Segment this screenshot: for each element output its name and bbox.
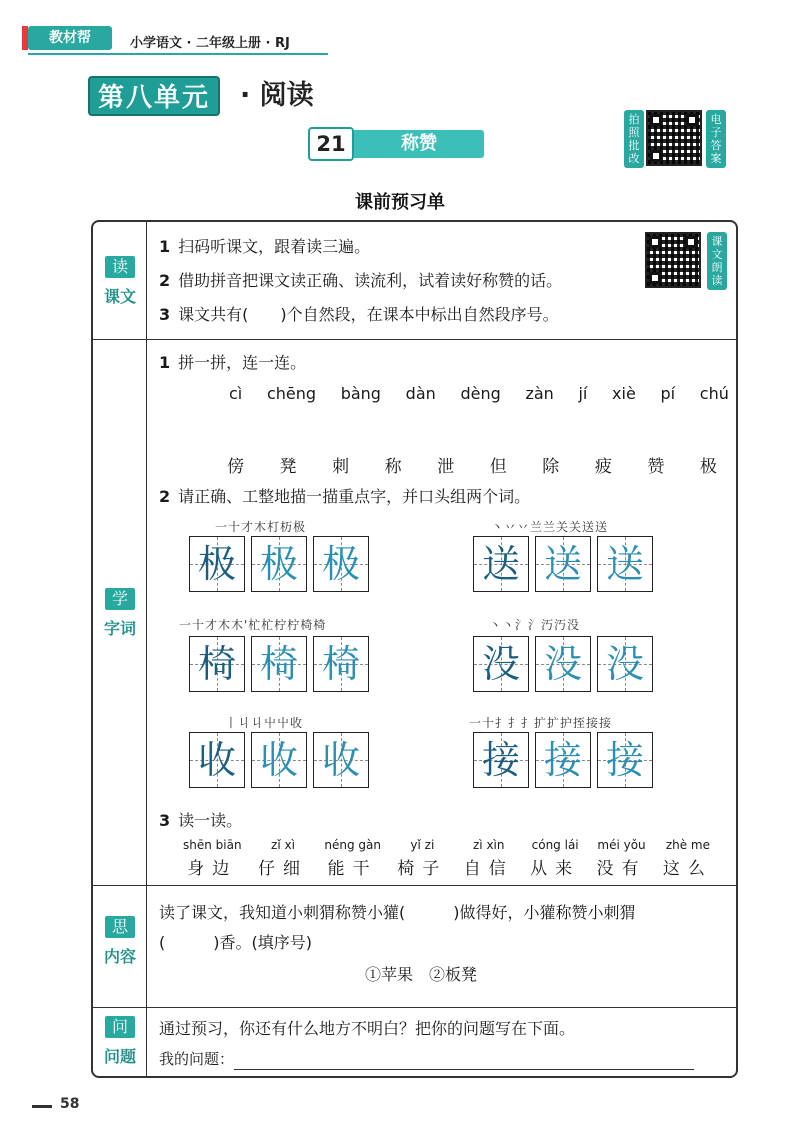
read-item-3: 3 课文共有( )个自然段，在课本中标出自然段序号。 [159,305,559,324]
reading-word: cóng lái 从来 [530,838,581,879]
char-grid-set [189,732,369,788]
pinyin-item[interactable]: chēng [266,384,317,403]
reading-word: zì xìn 自信 [463,838,514,879]
unit-title: 第八单元 [88,76,220,116]
read-label-col [93,222,147,339]
tracing-box[interactable]: 接 [535,732,591,788]
hanzi-item[interactable]: 凳 [279,457,297,477]
reading-word: méi yǒu 没有 [596,838,647,879]
page-number: 58 [60,1096,80,1112]
hanzi-row [227,452,717,477]
lesson-number: 21 [308,127,354,161]
read-section [93,222,736,340]
words-label: 字词 [103,619,136,638]
answer-label: 我的问题： [159,1050,235,1068]
char-grid-set [189,536,369,592]
audio-qr-code[interactable] [645,232,701,288]
reading-word: yǐ zi 椅子 [397,838,448,879]
read-label-box: 读 [105,256,135,278]
question-answer-row [159,1048,694,1070]
think-line-2: ( )香。(填序号) [159,933,312,952]
hanzi-item[interactable]: 除 [542,457,560,477]
words-label-box: 学 [105,588,135,610]
stroke-order: 一十才木朾杤极 [215,520,307,534]
tracing-box[interactable]: 收 [313,732,369,788]
pinyin-item[interactable]: cì [229,384,243,403]
pinyin-item[interactable]: dèng [460,384,501,403]
tracing-box[interactable]: 送 [597,536,653,592]
answer-qr-code[interactable] [646,110,702,166]
words-q3: 3 读一读。 [159,811,243,830]
unit-suffix: · 阅读 [240,80,314,111]
hanzi-item[interactable]: 泄 [437,457,455,477]
tracing-box[interactable]: 没 [473,636,529,692]
stroke-order: 丨丩丩屮屮收 [225,716,304,730]
tracing-box[interactable]: 极 [313,536,369,592]
tracing-box[interactable]: 椅 [313,636,369,692]
tracing-box[interactable]: 椅 [189,636,245,692]
header-rule [28,53,328,55]
char-grid-set [473,636,653,692]
question-prompt: 通过预习，你还有什么地方不明白？把你的问题写在下面。 [159,1019,576,1038]
tracing-box[interactable]: 极 [251,536,307,592]
hanzi-item[interactable]: 刺 [332,457,350,477]
tracing-box[interactable]: 接 [597,732,653,788]
pinyin-item[interactable]: chú [699,384,729,403]
lesson-title: 称赞 [354,130,484,158]
pinyin-item[interactable]: bàng [340,384,381,403]
e-answer-tag: 电子答案 [706,110,726,168]
read-label: 课文 [103,287,136,306]
tracing-box[interactable]: 没 [535,636,591,692]
pinyin-item[interactable]: zàn [525,384,554,403]
tracing-box[interactable]: 极 [189,536,245,592]
page-dash [32,1105,52,1108]
char-grid-set [189,636,369,692]
think-label-box: 思 [105,916,135,938]
pinyin-item[interactable]: jí [578,384,588,403]
audio-tag: 课文朗读 [707,232,727,290]
read-item-1: 1 扫码听课文，跟着读三遍。 [159,237,371,256]
tracing-box[interactable]: 收 [251,732,307,788]
hanzi-item[interactable]: 称 [384,457,402,477]
reading-word: zhè me 这么 [662,838,713,879]
hanzi-item[interactable]: 但 [489,457,507,477]
question-label: 问题 [103,1047,136,1066]
reading-word: néng gàn 能干 [324,838,381,879]
reading-word: zǐ xì 仔细 [257,838,308,879]
stroke-order: 一十扌扌扌扩扩护挃接接 [469,716,613,730]
book-subtitle: 小学语文 · 二年级上册 · RJ [130,36,290,51]
think-line-1: 读了课文，我知道小刺猬称赞小獾( )做得好，小獾称赞小刺猬 [159,903,636,922]
tracing-box[interactable]: 接 [473,732,529,788]
reading-word: shēn biān 身边 [183,838,242,879]
think-section [93,886,736,1008]
think-options: ①苹果 ②板凳 [365,965,478,984]
hanzi-item[interactable]: 极 [699,457,717,477]
answer-line[interactable] [234,1052,694,1070]
read-item-2: 2 借助拼音把课文读正确、读流利，试着读好称赞的话。 [159,271,563,290]
pinyin-item[interactable]: xiè [612,384,636,403]
hanzi-item[interactable]: 傍 [227,457,244,477]
brand-badge: 教材帮 [28,26,112,50]
think-label-col [93,886,147,1007]
stroke-order: 丶丶氵氵汅汅没 [489,618,581,632]
question-section [93,1008,736,1078]
pinyin-item[interactable]: pí [660,384,676,403]
tracing-box[interactable]: 没 [597,636,653,692]
char-grid-set [473,536,653,592]
think-label: 内容 [103,947,136,966]
tracing-box[interactable]: 收 [189,732,245,788]
words-label-col [93,340,147,885]
tracing-box[interactable]: 送 [473,536,529,592]
photo-grading-tag: 拍照批改 [624,110,644,168]
question-label-col [93,1008,147,1078]
hanzi-item[interactable]: 赞 [647,457,665,477]
question-label-box: 问 [105,1016,135,1038]
tracing-box[interactable]: 送 [535,536,591,592]
words-q2: 2 请正确、工整地描一描重点字，并口头组两个词。 [159,487,531,506]
hanzi-item[interactable]: 疲 [594,457,612,477]
char-grid-set [473,732,653,788]
tracing-box[interactable]: 椅 [251,636,307,692]
preview-sheet [91,220,738,1078]
stroke-order: 一十才木木'杧杧柠柠椅椅 [179,618,327,632]
sheet-title: 课前预习单 [355,192,445,213]
pinyin-item[interactable]: dàn [405,384,436,403]
words-q1: 1 拼一拼，连一连。 [159,353,307,372]
reading-row [183,838,713,879]
pinyin-row [229,384,729,403]
words-section [93,340,736,886]
stroke-order: 丶丷丷兰兰关关送送 [491,520,609,534]
